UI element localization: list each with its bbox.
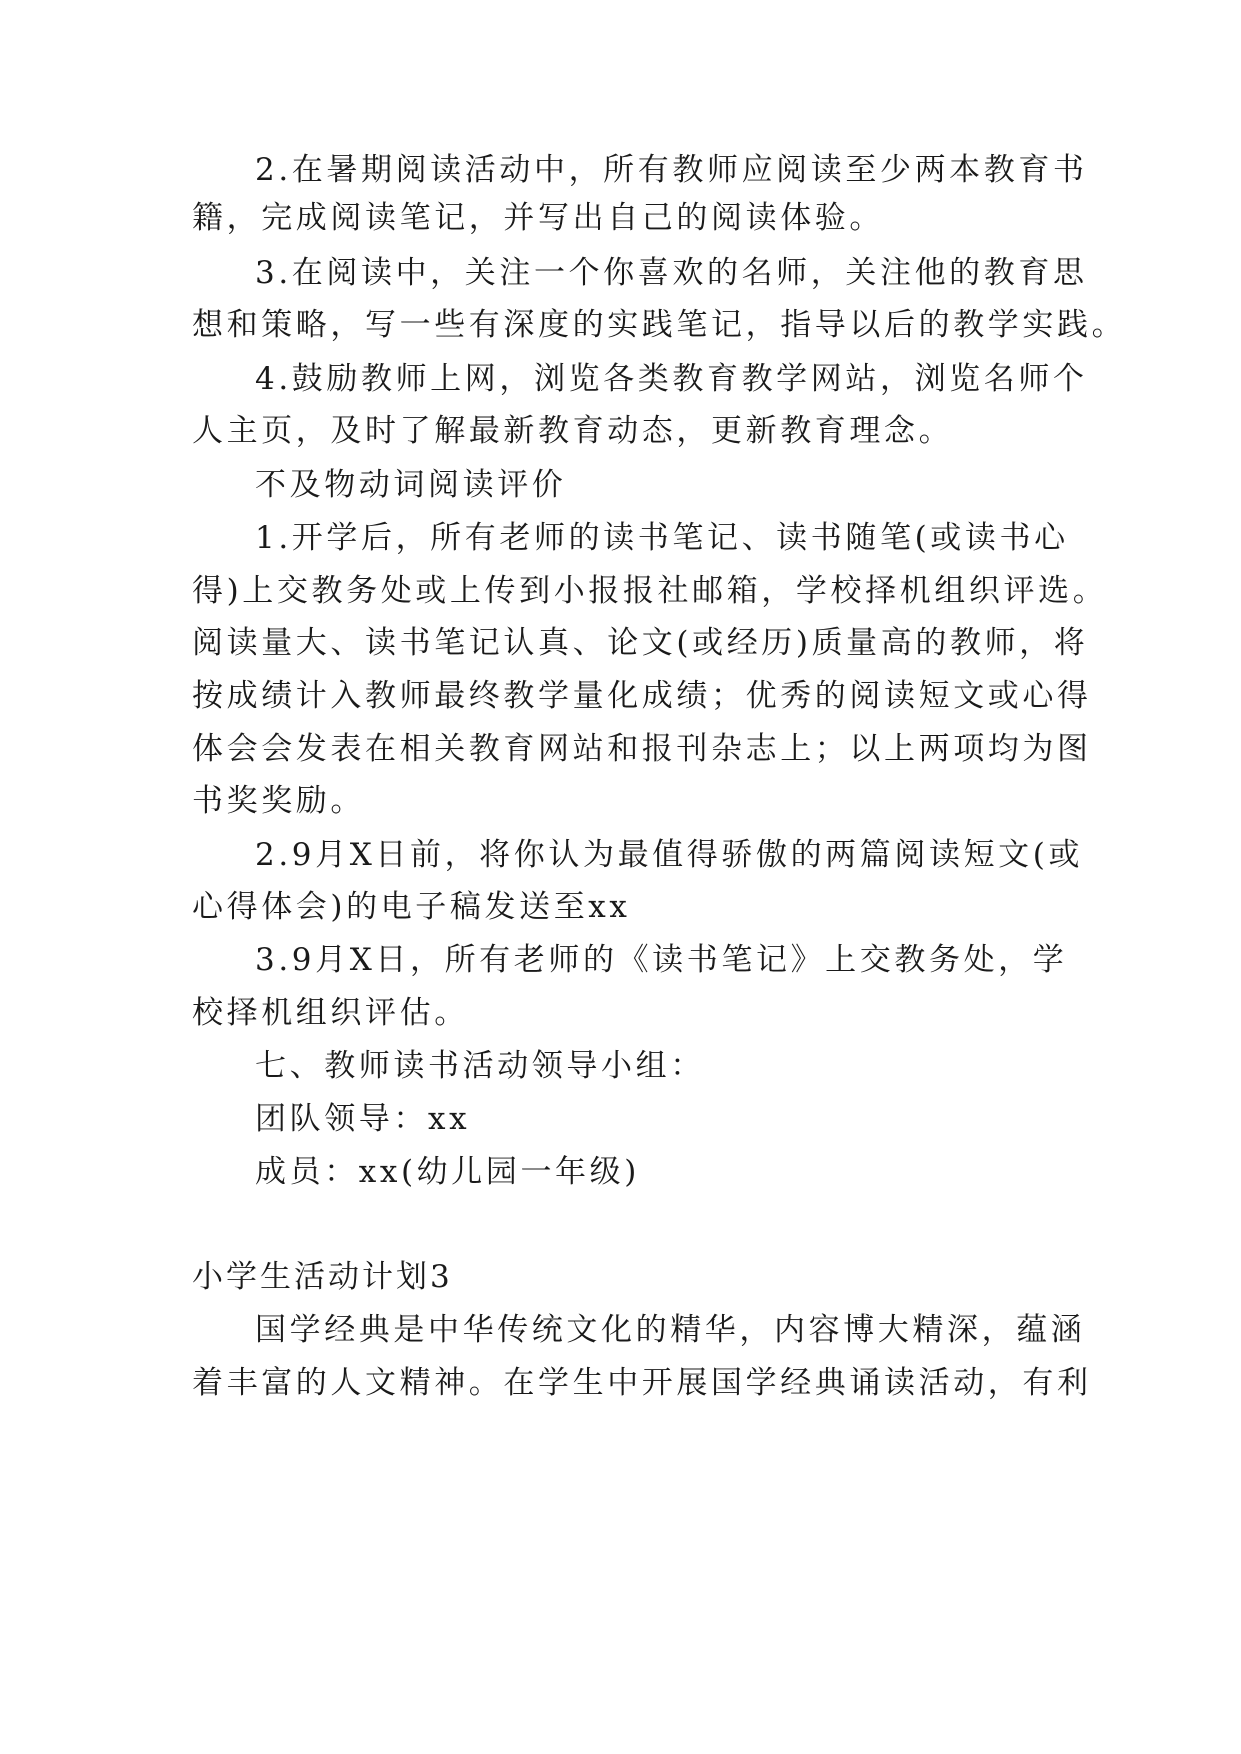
- paragraph-line: 人主页，及时了解最新教育动态，更新教育理念。: [192, 413, 954, 449]
- paragraph-line: 2.在暑期阅读活动中，所有教师应阅读至少两本教育书: [255, 152, 1088, 188]
- section-heading: 不及物动词阅读评价: [255, 467, 567, 503]
- paragraph-line: 阅读量大、读书笔记认真、论文(或经历)质量高的教师，将: [192, 625, 1089, 661]
- paragraph-line: 着丰富的人文精神。在学生中开展国学经典诵读活动，有利: [192, 1365, 1092, 1401]
- paragraph-line: 心得体会)的电子稿发送至xx: [192, 889, 631, 925]
- paragraph-line: 书奖奖励。: [192, 783, 365, 819]
- paragraph-line: 得)上交教务处或上传到小报报社邮箱，学校择机组织评选。: [192, 573, 1108, 609]
- paragraph-line: 1.开学后，所有老师的读书笔记、读书随笔(或读书心: [255, 520, 1069, 556]
- document-title: 小学生活动计划3: [192, 1259, 453, 1295]
- paragraph-line: 2.9月X日前，将你认为最值得骄傲的两篇阅读短文(或: [255, 837, 1084, 873]
- section-heading: 七、教师读书活动领导小组：: [255, 1048, 705, 1084]
- paragraph-line: 3.在阅读中，关注一个你喜欢的名师，关注他的教育思: [255, 255, 1088, 291]
- paragraph-line: 想和策略，写一些有深度的实践笔记，指导以后的教学实践。: [192, 307, 1127, 343]
- paragraph-line: 国学经典是中华传统文化的精华，内容博大精深，蕴涵: [255, 1312, 1086, 1348]
- paragraph-line: 体会会发表在相关教育网站和报刊杂志上；以上两项均为图: [192, 731, 1092, 767]
- paragraph-line: 校择机组织评估。: [192, 995, 469, 1031]
- paragraph-line: 按成绩计入教师最终教学量化成绩；优秀的阅读短文或心得: [192, 678, 1092, 714]
- paragraph-line: 3.9月X日，所有老师的《读书笔记》上交教务处，学: [255, 942, 1068, 978]
- paragraph-line: 4.鼓励教师上网，浏览各类教育教学网站，浏览名师个: [255, 361, 1088, 397]
- paragraph-line: 成员：xx(幼儿园一年级): [255, 1154, 640, 1190]
- paragraph-line: 籍，完成阅读笔记，并写出自己的阅读体验。: [192, 200, 884, 236]
- paragraph-line: 团队领导：xx: [255, 1101, 471, 1137]
